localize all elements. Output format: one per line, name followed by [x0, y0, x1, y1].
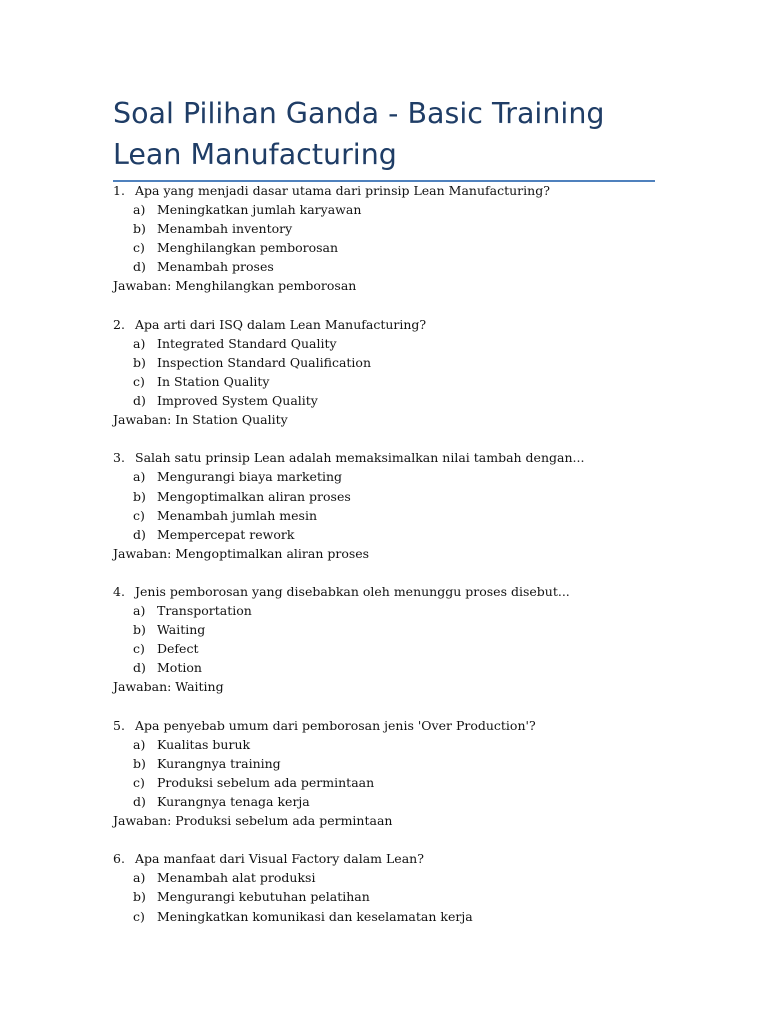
option-line	[113, 487, 673, 506]
option-line	[113, 391, 673, 410]
option-letter: a)	[133, 603, 146, 619]
question-list	[113, 181, 673, 926]
option-letter: d)	[133, 393, 146, 409]
option-text: Integrated Standard Quality	[157, 335, 337, 351]
document-title: Soal Pilihan Ganda - Basic Training Lean Manufacturing	[113, 97, 605, 171]
option-line	[113, 868, 673, 887]
option-line	[113, 639, 673, 658]
option-line	[113, 658, 673, 677]
question-block	[113, 448, 673, 582]
option-text: Improved System Quality	[157, 393, 318, 409]
option-letter: d)	[133, 526, 146, 542]
option-text: Meningkatkan jumlah karyawan	[157, 202, 362, 218]
option-letter: c)	[133, 641, 145, 657]
question-block	[113, 582, 673, 716]
option-letter: a)	[133, 202, 146, 218]
option-letter: d)	[133, 794, 146, 809]
option-letter: c)	[133, 507, 145, 523]
question-block	[113, 181, 673, 315]
option-line	[113, 887, 673, 906]
option-letter: b)	[133, 221, 146, 237]
question-number: 6.	[113, 851, 125, 867]
question-block	[113, 849, 673, 925]
option-text: Mempercepat rework	[157, 526, 295, 542]
option-line	[113, 334, 673, 353]
paragraph-spacer	[113, 563, 673, 582]
question-line	[113, 181, 673, 200]
question-number: 3.	[113, 450, 125, 466]
paragraph-spacer	[113, 830, 673, 849]
option-text: Waiting	[157, 622, 206, 638]
question-number: 1.	[113, 183, 125, 198]
paragraph-spacer	[113, 429, 673, 448]
question-number: 5.	[113, 717, 125, 733]
option-line	[113, 773, 673, 792]
question-text: Jenis pemborosan yang disebabkan oleh menunggu proses disebut...	[135, 583, 570, 599]
option-text: Mengurangi biaya marketing	[157, 469, 343, 485]
option-line	[113, 754, 673, 773]
option-text: Kurangnya tenaga kerja	[157, 794, 310, 809]
question-text: Apa penyebab umum dari pemborosan jenis 'Over Production'?	[135, 717, 536, 733]
option-text: Mengurangi kebutuhan pelatihan	[157, 889, 370, 905]
option-letter: a)	[133, 469, 146, 485]
option-letter: b)	[133, 622, 146, 638]
question-block	[113, 716, 673, 850]
option-text: Defect	[157, 641, 199, 657]
option-letter: c)	[133, 240, 145, 256]
option-line	[113, 735, 673, 754]
option-text: Produksi sebelum ada permintaan	[157, 774, 375, 790]
option-text: Menambah jumlah mesin	[157, 507, 317, 523]
answer-line: Jawaban: Produksi sebelum ada permintaan	[113, 813, 393, 829]
option-letter: c)	[133, 908, 145, 924]
answer-line: Jawaban: In Station Quality	[113, 412, 288, 428]
option-text: Menghilangkan pemborosan	[157, 240, 339, 256]
question-line	[113, 849, 673, 868]
option-line	[113, 525, 673, 544]
question-line	[113, 315, 673, 334]
paragraph-spacer	[113, 697, 673, 716]
option-line	[113, 506, 673, 525]
question-line	[113, 582, 673, 601]
option-letter: a)	[133, 736, 146, 752]
option-line	[113, 257, 673, 276]
option-text: Menambah alat produksi	[157, 870, 316, 886]
option-line	[113, 907, 673, 926]
option-text: Inspection Standard Qualification	[157, 354, 372, 370]
answer-line: Jawaban: Menghilangkan pemborosan	[113, 278, 357, 294]
answer-line: Jawaban: Mengoptimalkan aliran proses	[113, 545, 370, 561]
question-text: Apa yang menjadi dasar utama dari prinsip Lean Manufacturing?	[135, 183, 550, 198]
option-letter: a)	[133, 335, 146, 351]
option-letter: c)	[133, 373, 145, 389]
question-number: 4.	[113, 583, 125, 599]
option-letter: b)	[133, 354, 146, 370]
option-line	[113, 353, 673, 372]
option-letter: c)	[133, 774, 145, 790]
question-number: 2.	[113, 316, 125, 332]
option-text: Motion	[157, 660, 202, 676]
option-line	[113, 467, 673, 486]
paragraph-spacer	[113, 296, 673, 315]
option-line	[113, 238, 673, 257]
option-letter: b)	[133, 889, 146, 905]
option-letter: d)	[133, 660, 146, 676]
option-text: Menambah inventory	[157, 221, 293, 237]
question-line	[113, 716, 673, 735]
question-block	[113, 315, 673, 449]
question-text: Apa manfaat dari Visual Factory dalam Lean?	[135, 851, 424, 867]
option-text: Meningkatkan komunikasi dan keselamatan kerja	[157, 908, 473, 924]
option-text: Menambah proses	[157, 259, 274, 275]
option-text: Mengoptimalkan aliran proses	[157, 488, 351, 504]
option-text: In Station Quality	[157, 373, 270, 389]
option-text: Kurangnya training	[157, 755, 281, 771]
option-line	[113, 620, 673, 639]
option-line	[113, 219, 673, 238]
option-line	[113, 200, 673, 219]
option-text: Kualitas buruk	[157, 736, 251, 752]
option-line	[113, 372, 673, 391]
option-letter: a)	[133, 870, 146, 886]
option-line	[113, 601, 673, 620]
option-letter: b)	[133, 488, 146, 504]
question-text: Apa arti dari ISQ dalam Lean Manufacturing?	[135, 316, 427, 332]
option-letter: d)	[133, 259, 146, 275]
answer-line: Jawaban: Waiting	[113, 679, 224, 695]
option-letter: b)	[133, 755, 146, 771]
question-line	[113, 448, 673, 467]
option-line	[113, 792, 673, 811]
question-text: Salah satu prinsip Lean adalah memaksimalkan nilai tambah dengan...	[135, 450, 585, 466]
option-text: Transportation	[157, 603, 252, 619]
